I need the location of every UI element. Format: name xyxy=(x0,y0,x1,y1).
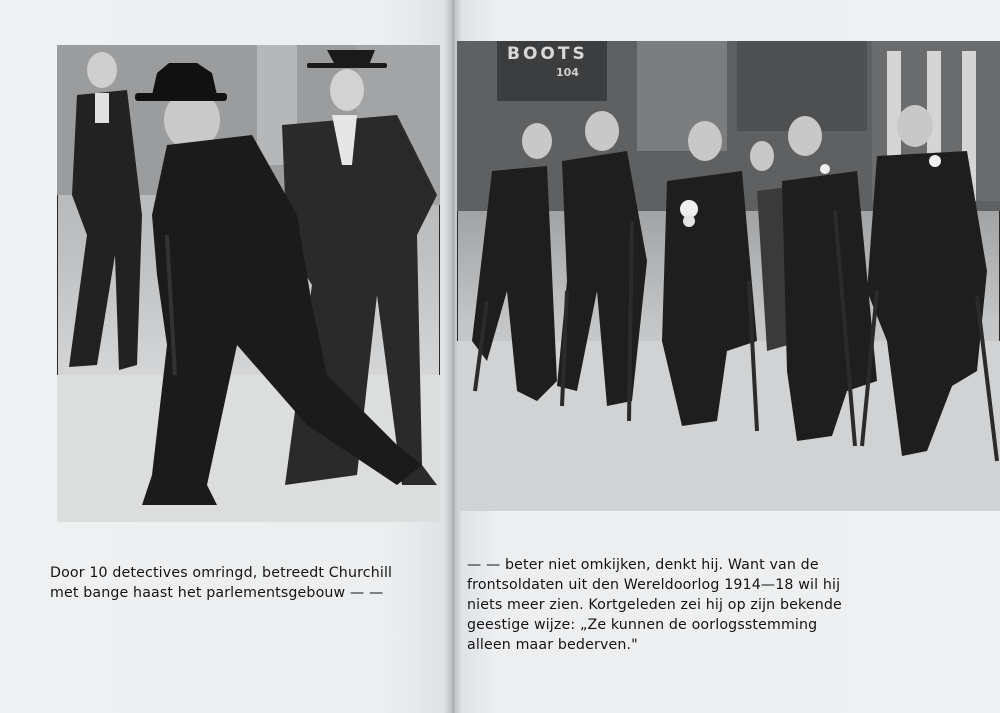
store-number: 104 xyxy=(556,66,579,79)
photo-veterans-on-crutches-icon xyxy=(457,41,1000,511)
photo-veterans-on-crutches xyxy=(457,41,1000,511)
photo-churchill-walking xyxy=(57,45,440,522)
photo-churchill-walking-icon xyxy=(57,45,440,522)
caption-right: — — beter niet omkijken, denkt hij. Want van de frontsoldaten uit den Wereldoorlog 1914—18 wil hij niets meer zien. Kortgeleden zei hij op zijn bekende geestige wijze: „Ze kunnen de oorlogsstemming alleen maar bederven." xyxy=(467,557,842,653)
caption-left: Door 10 detectives omringd, betreedt Churchill met bange haast het parlementsgebouw — — xyxy=(50,565,393,601)
store-sign: BOOTS xyxy=(507,44,588,64)
left-page xyxy=(0,0,452,713)
